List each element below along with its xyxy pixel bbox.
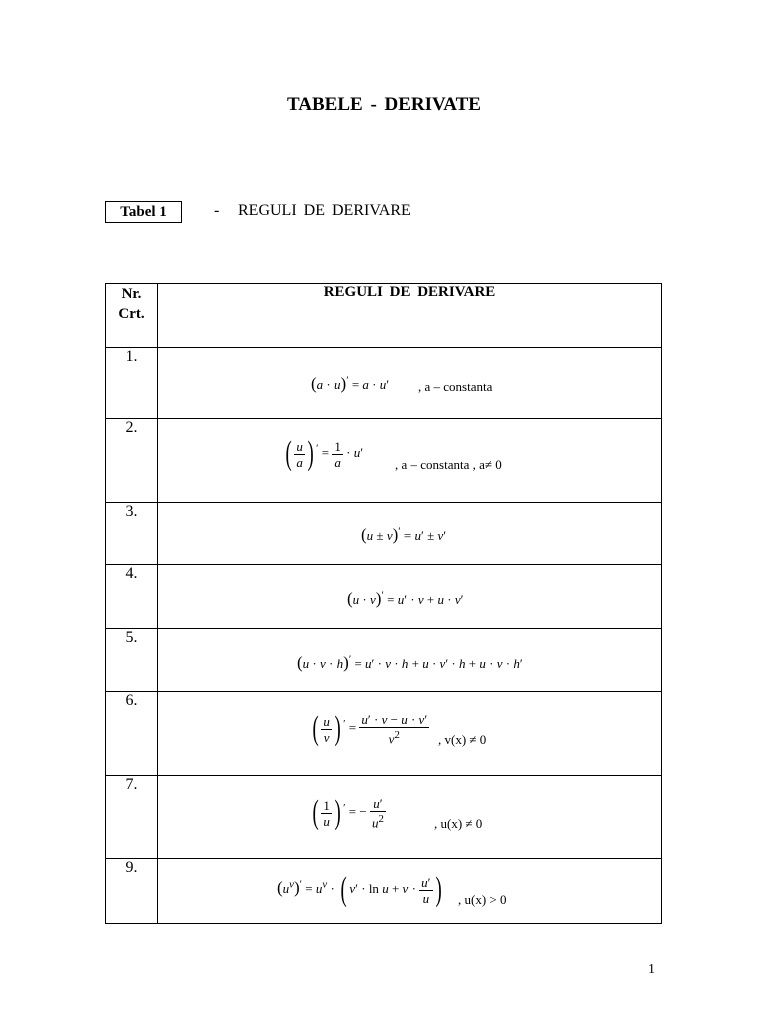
table-row <box>106 503 662 565</box>
row-number: 3. <box>106 503 158 565</box>
formula-2: ( $\frac{u}{a}$ ) ′ = $\frac{1}{a}$ · u′ <box>285 435 364 472</box>
formula-cell <box>158 859 662 924</box>
formula-cell <box>158 692 662 776</box>
table-row <box>106 348 662 419</box>
condition-6: , v(x) ≠ 0 <box>438 732 487 747</box>
formula-9: $(u^v)' = u^v$ · ( v′ · ln u + v · $\frac{u'}{u}$ ) <box>277 871 442 908</box>
table-header-row <box>106 284 662 348</box>
formula-cell <box>158 503 662 565</box>
formula-7: ( $\frac{1}{u}$ ) ′ = − $\frac{u'}{u^2}$ <box>312 794 384 832</box>
page-number: 1 <box>648 962 655 977</box>
formula-6: ( $\frac{u}{v}$ ) ′ = $\frac{u' \cdot v - u \cdot v'}{v^2}$ <box>312 710 428 748</box>
formula-3: (u ± v)′ = u′ ± v′ <box>361 525 447 544</box>
table-row <box>106 629 662 692</box>
table-row <box>106 565 662 629</box>
row-number: 2. <box>106 419 158 503</box>
formula-5: (u · v · h)′ = u′ · v · h + u · v′ · h + u · v · h′ <box>297 653 523 672</box>
table-row <box>106 419 662 503</box>
table-label: Tabel 1 <box>105 201 182 223</box>
formula-cell <box>158 565 662 629</box>
table-row <box>106 859 662 924</box>
row-number: 9. <box>106 859 158 924</box>
header-nr: Nr. Crt. <box>106 284 158 348</box>
row-number: 4. <box>106 565 158 629</box>
formula-4: (u · v)′ = u′ · v + u · v′ <box>347 589 464 608</box>
formula-cell <box>158 776 662 859</box>
formula-1: (a · u)′ = a · u′ <box>311 374 390 393</box>
table-caption: REGULI DE DERIVARE <box>238 202 411 219</box>
table-label-dash: - <box>214 202 220 219</box>
table-row <box>106 776 662 859</box>
formula-cell <box>158 348 662 419</box>
page-title: TABELE - DERIVATE <box>287 94 481 115</box>
derivation-rules-table <box>105 283 662 924</box>
row-number: 7. <box>106 776 158 859</box>
table-row <box>106 692 662 776</box>
condition-1: , a – constanta <box>418 379 493 394</box>
row-number: 5. <box>106 629 158 692</box>
header-rules: REGULI DE DERIVARE <box>158 284 662 348</box>
condition-2: , a – constanta , a≠ 0 <box>395 457 502 472</box>
row-number: 1. <box>106 348 158 419</box>
formula-cell <box>158 419 662 503</box>
formula-cell <box>158 629 662 692</box>
row-number: 6. <box>106 692 158 776</box>
condition-7: , u(x) ≠ 0 <box>434 816 483 831</box>
condition-9: , u(x) > 0 <box>458 892 507 907</box>
